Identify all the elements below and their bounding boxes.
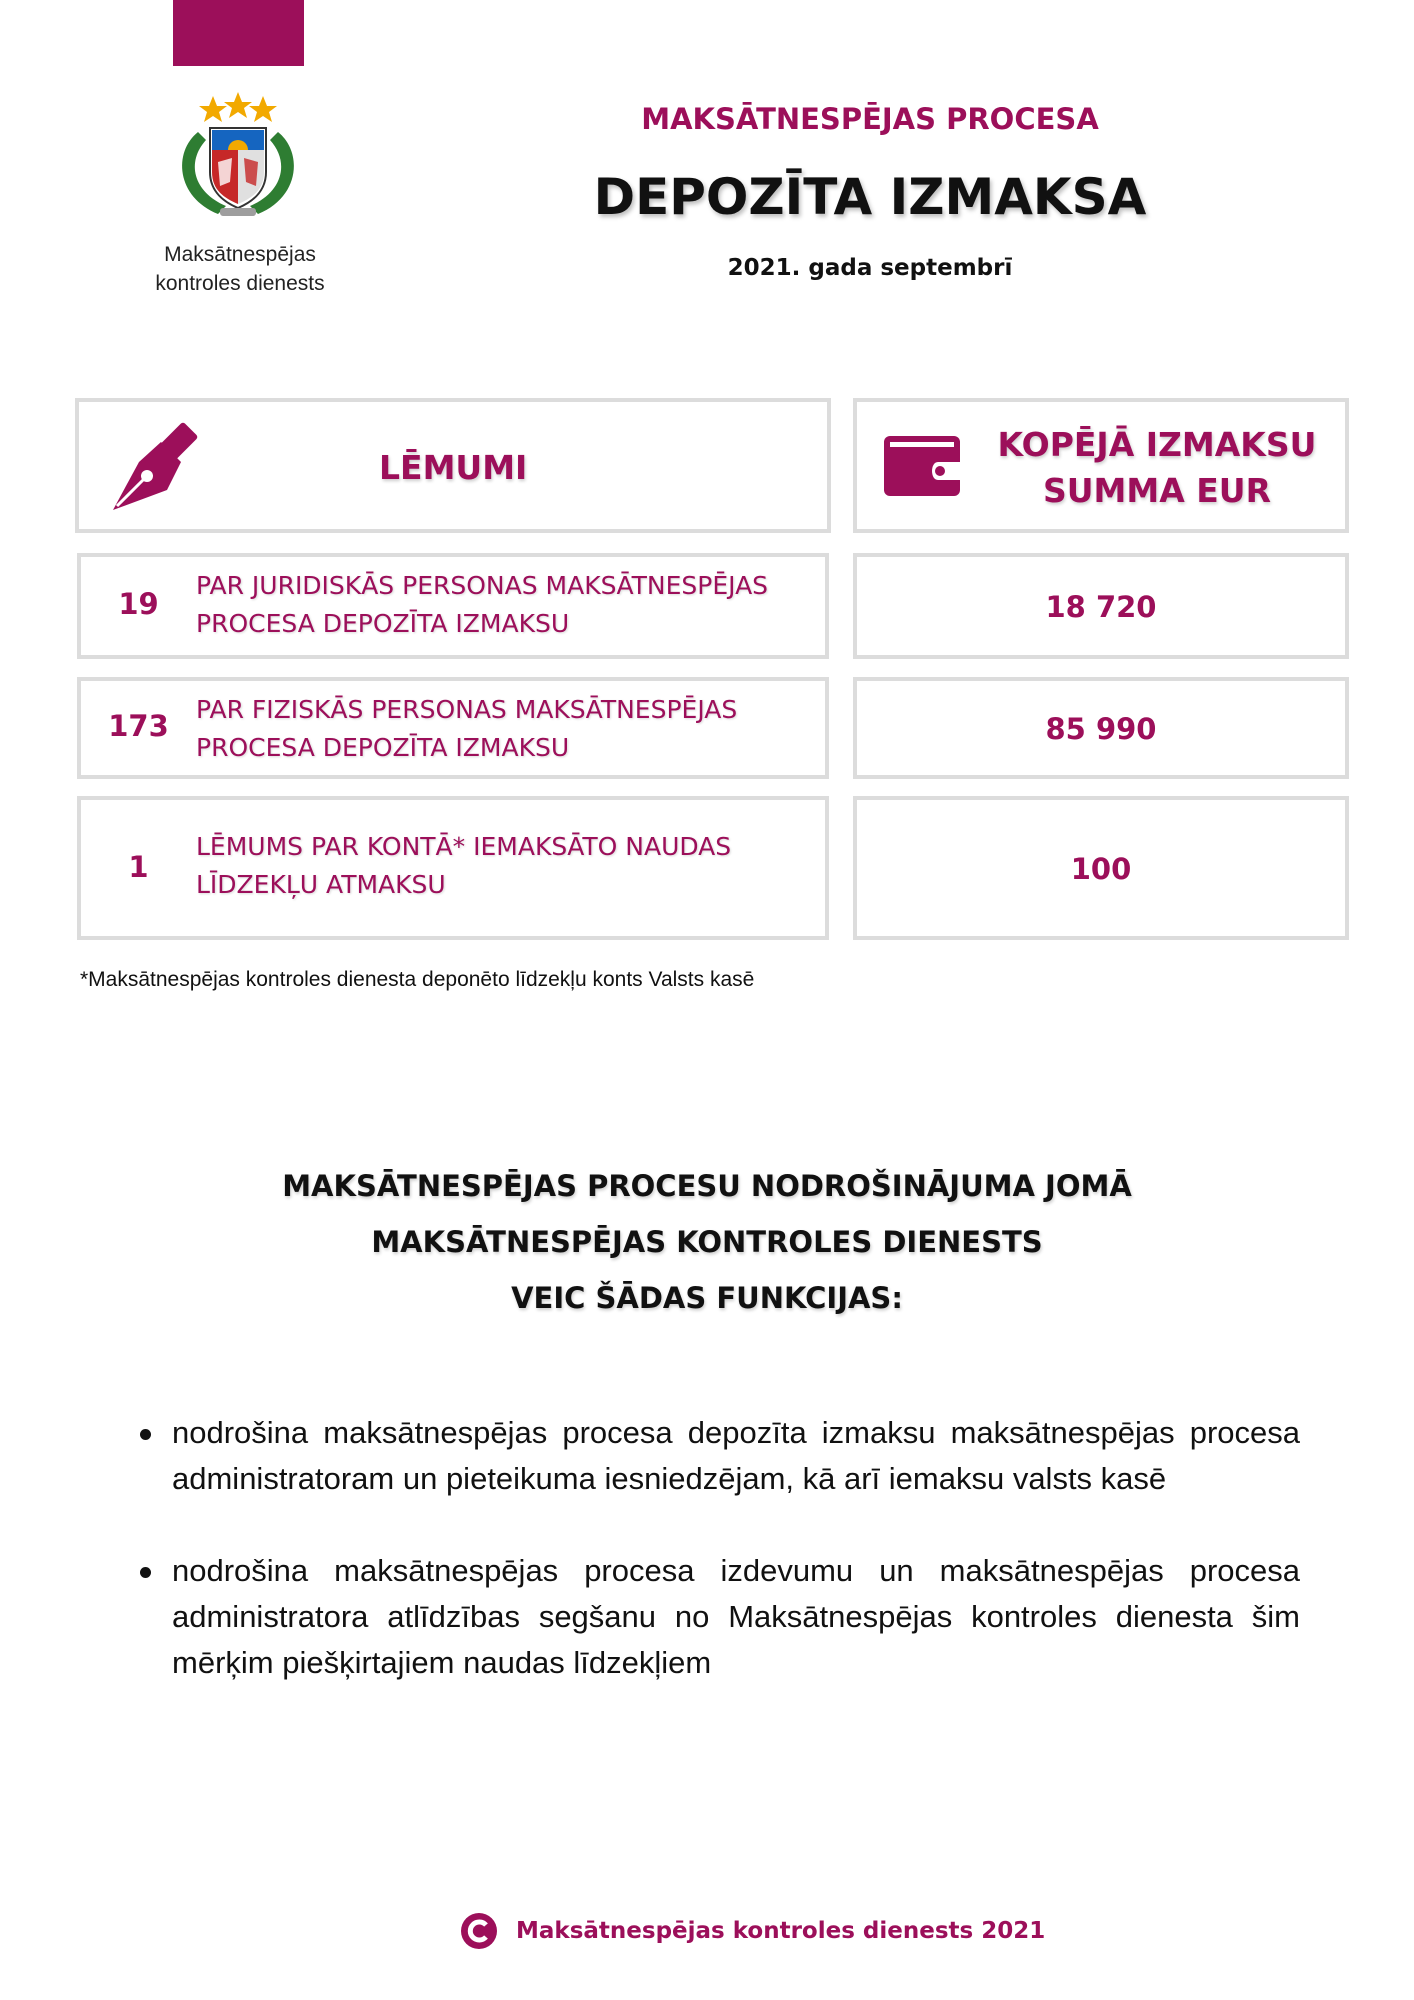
list-item: nodrošina maksātnespējas procesa izdevumu un maksātnespējas procesa administratora atlīdzības segšanu no Maksātnespējas kontroles dienesta šim mērķim piešķirtajiem naudas līdzekļiem	[140, 1548, 1300, 1686]
wallet-icon	[882, 432, 962, 498]
table-row	[77, 677, 829, 779]
decisions-header-label: LĒMUMI	[379, 448, 528, 487]
decision-description-line2: PROCESA DEPOZĪTA IZMAKSU	[196, 733, 570, 762]
page-supertitle: MAKSĀTNESPĒJAS PROCESA	[641, 102, 1099, 136]
section-heading	[100, 1158, 1314, 1326]
section-heading-line3: VEIC ŠĀDAS FUNKCIJAS:	[511, 1281, 903, 1315]
decision-description	[196, 691, 816, 767]
decision-count: 1	[128, 850, 149, 884]
payout-amount: 85 990	[1045, 712, 1157, 746]
decision-description	[196, 828, 816, 904]
section-heading-line2: MAKSĀTNESPĒJAS KONTROLES DIENESTS	[371, 1225, 1043, 1259]
total-header-label	[987, 422, 1327, 514]
coat-of-arms-icon	[168, 92, 308, 222]
decision-count: 173	[108, 709, 169, 743]
decision-description-line2: LĪDZEKĻU ATMAKSU	[196, 870, 446, 899]
section-heading-line1: MAKSĀTNESPĒJAS PROCESU NODROŠINĀJUMA JOMĀ	[282, 1169, 1132, 1203]
total-header-line2: SUMMA EUR	[1042, 471, 1272, 510]
decision-count: 19	[118, 587, 159, 621]
footer-text: Maksātnespējas kontroles dienests 2021	[516, 1918, 1046, 1944]
decision-description-line2: PROCESA DEPOZĪTA IZMAKSU	[196, 609, 570, 638]
footnote: *Maksātnespējas kontroles dienesta deponēto līdzekļu konts Valsts kasē	[80, 968, 755, 991]
decision-description-line1: PAR FIZISKĀS PERSONAS MAKSĀTNESPĒJAS	[196, 695, 738, 724]
logo-text-line1: Maksātnespējas	[164, 243, 316, 266]
footer	[460, 1912, 1046, 1952]
payout-amount: 100	[1070, 852, 1132, 886]
amount-cell	[853, 677, 1349, 779]
fountain-pen-icon	[109, 420, 201, 514]
list-item: nodrošina maksātnespējas procesa depozīta izmaksu maksātnespējas procesa administratoram un pieteikuma iesniedzējam, kā arī iemaksu valsts kasē	[140, 1410, 1300, 1502]
functions-list	[140, 1410, 1300, 1732]
total-header-line1: KOPĒJĀ IZMAKSU	[997, 425, 1317, 464]
decision-description-line1: PAR JURIDISKĀS PERSONAS MAKSĀTNESPĒJAS	[196, 571, 769, 600]
total-header-cell	[853, 398, 1349, 533]
decision-description	[196, 567, 816, 643]
top-accent-bar	[173, 0, 304, 66]
page-title: DEPOZĪTA IZMAKSA	[593, 168, 1147, 226]
table-row	[77, 553, 829, 659]
copyright-icon	[460, 1912, 498, 1950]
payout-amount: 18 720	[1045, 590, 1157, 624]
page-subtitle: 2021. gada septembrī	[727, 255, 1013, 281]
table-row	[77, 796, 829, 940]
amount-cell	[853, 796, 1349, 940]
logo-text-line2: kontroles dienests	[155, 272, 325, 295]
decision-description-line1: LĒMUMS PAR KONTĀ* IEMAKSĀTO NAUDAS	[196, 832, 732, 861]
logo-text	[130, 240, 350, 298]
decisions-header-cell	[75, 398, 831, 533]
amount-cell	[853, 553, 1349, 659]
